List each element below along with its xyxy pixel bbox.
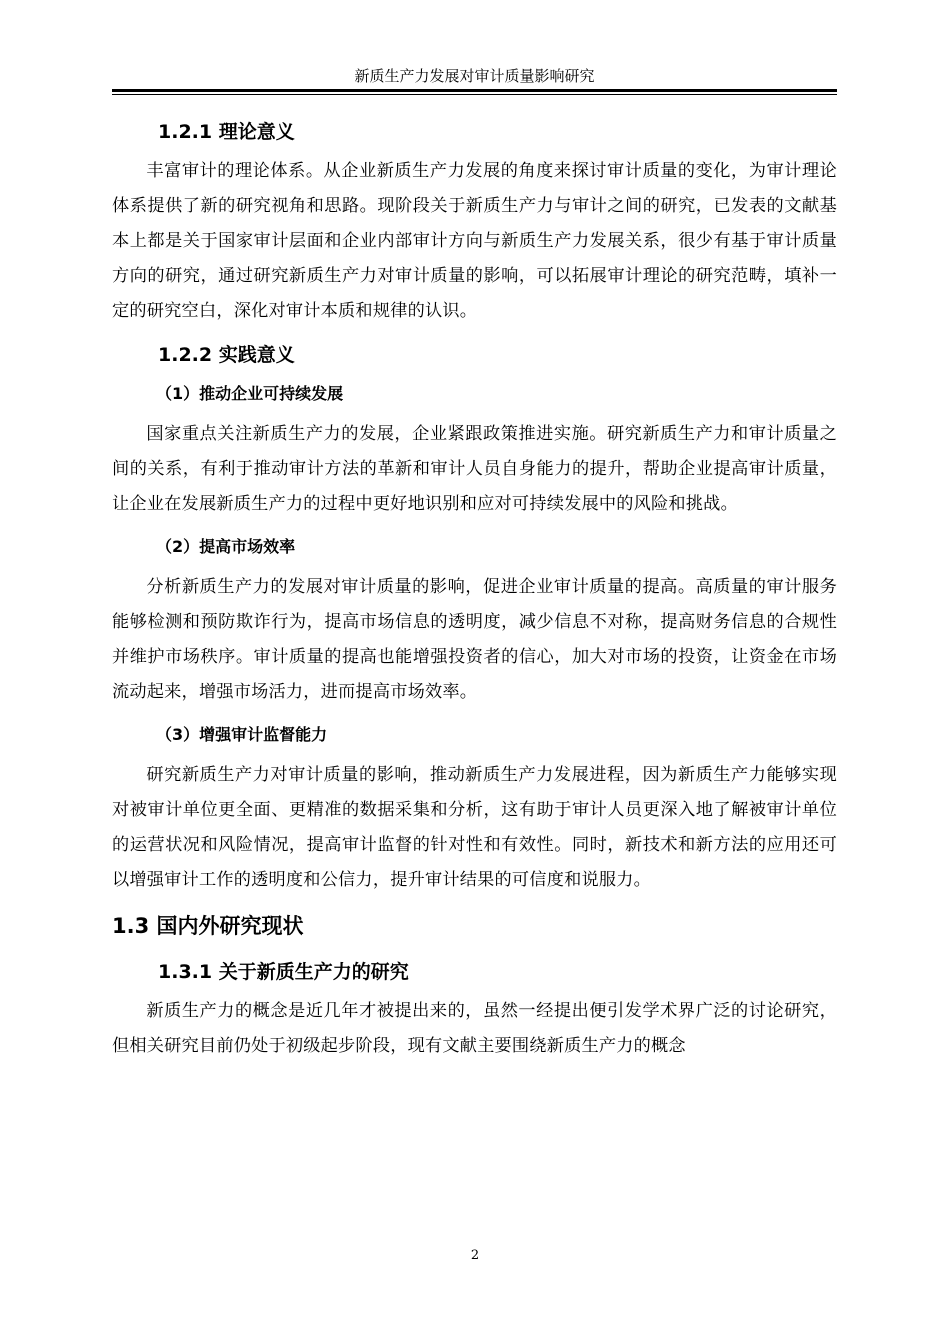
page-number: 2 — [470, 1248, 480, 1263]
subheading-item-2: （2）提高市场效率 — [156, 537, 296, 556]
running-header: 新质生产力发展对审计质量影响研究 — [354, 67, 595, 85]
heading-1-3: 1.3 国内外研究现状 — [112, 914, 304, 938]
page-body — [112, 112, 837, 1070]
subheading-item-3: （3）增强审计监督能力 — [156, 725, 328, 744]
header-rule-thin — [112, 94, 837, 95]
subheading-item-1: （1）推动企业可持续发展 — [156, 384, 344, 403]
paragraph-item-2: 分析新质生产力的发展对审计质量的影响，促进企业审计质量的提高。高质量的审计服务能够检测和预防欺诈行为，提高市场信息的透明度，减少信息不对称，提高财务信息的合规性并维护市场秩序。审计质量的提高也能增强投资者的信心，加大对市场的投资，让资金在市场流动起来，增强市场活力，进而提高市场效率。 — [112, 577, 837, 702]
header-rule-thick — [112, 89, 837, 92]
paragraph-new-productivity: 新质生产力的概念是近几年才被提出来的，虽然一经提出便引发学术界广泛的讨论研究，但相关研究目前仍处于初级起步阶段，现有文献主要围绕新质生产力的概念 — [112, 1001, 837, 1056]
paragraph-item-1: 国家重点关注新质生产力的发展，企业紧跟政策推进实施。研究新质生产力和审计质量之间的关系，有利于推动审计方法的革新和审计人员自身能力的提升，帮助企业提高审计质量，让企业在发展新质生产力的过程中更好地识别和应对可持续发展中的风险和挑战。 — [112, 424, 837, 514]
heading-1-3-1: 1.3.1 关于新质生产力的研究 — [158, 961, 409, 983]
heading-1-2-2: 1.2.2 实践意义 — [158, 344, 295, 366]
paragraph-item-3: 研究新质生产力对审计质量的影响，推动新质生产力发展进程，因为新质生产力能够实现对被审计单位更全面、更精准的数据采集和分析，这有助于审计人员更深入地了解被审计单位的运营状况和风险情况，提高审计监督的针对性和有效性。同时，新技术和新方法的应用还可以增强审计工作的透明度和公信力，提升审计结果的可信度和说服力。 — [112, 765, 837, 890]
heading-1-2-1: 1.2.1 理论意义 — [158, 121, 295, 143]
paragraph-theory: 丰富审计的理论体系。从企业新质生产力发展的角度来探讨审计质量的变化，为审计理论体系提供了新的研究视角和思路。现阶段关于新质生产力与审计之间的研究，已发表的文献基本上都是关于国家审计层面和企业内部审计方向与新质生产力发展关系，很少有基于审计质量方向的研究，通过研究新质生产力对审计质量的影响，可以拓展审计理论的研究范畴，填补一定的研究空白，深化对审计本质和规律的认识。 — [112, 161, 837, 321]
